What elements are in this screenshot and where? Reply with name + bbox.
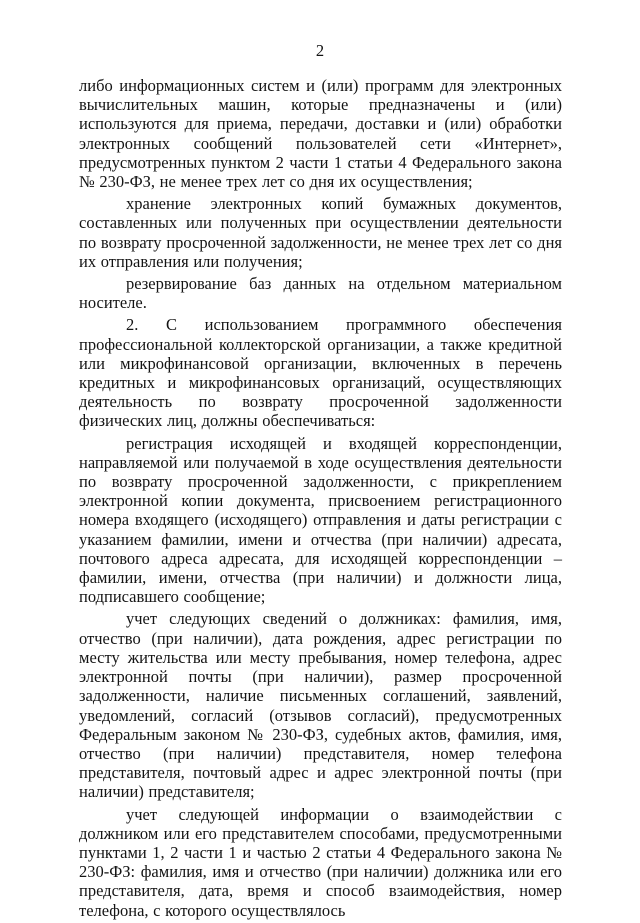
paragraph-debtor-records: учет следующих сведений о должниках: фамилия, имя, отчество (при наличии), дата рождения, адрес регистрации по месту жительства или месту пребывания, номер телефона, адрес электронной почты (при наличии), размер просроченной задолженности, наличие письменных соглашений, заявлений, уведомлений, согласий (отзывов согласий), предусмотренных Федеральным законом № 230-ФЗ, судебных актов, фамилия, имя, отчество (при наличии) представителя, номер телефона представителя, почтовый адрес и адрес электронной почты (при наличии) представителя; [79,609,562,802]
paragraph-electronic-copies: хранение электронных копий бумажных документов, составленных или полученных при осуществлении деятельности по возврату просроченной задолженности, не менее трех лет со дня их отправления или получения; [79,194,562,271]
paragraph-interaction-records: учет следующей информации о взаимодействии с должником или его представителем способами, предусмотренными пунктами 1, 2 части 1 и частью 2 статьи 4 Федерального закона № 230-ФЗ: фамилия, имя и отчество (при наличии) должника или его представителя, дата, время и способ взаимодействия, номер телефона, с которого осуществлялось [79,804,562,920]
paragraph-systems-retention: либо информационных систем и (или) программ для электронных вычислительных машин, которые предназначены и (или) используются для приема, передачи, доставки и (или) обработки электронных сообщений пользователей сети «Интернет», предусмотренных пунктом 2 части 1 статьи 4 Федерального закона № 230-ФЗ, не менее трех лет со дня их осуществления; [79,76,562,192]
paragraph-clause-2: 2. С использованием программного обеспечения профессиональной коллекторской организации, а также кредитной или микрофинансовой организации, включенных в перечень кредитных и микрофинансовых организаций, осуществляющих деятельность по возврату просроченной задолженности физических лиц, должны обеспечиваться: [79,315,562,431]
document-body [79,76,562,923]
page-number: 2 [315,41,325,60]
paragraph-correspondence-registration: регистрация исходящей и входящей корреспонденции, направляемой или получаемой в ходе осуществления деятельности по возврату просроченной задолженности, с прикреплением электронной копии документа, присвоением регистрационного номера входящего (исходящего) отправления и даты регистрации с указанием фамилии, имени и отчества (при наличии) адресата, почтового адреса адресата, для исходящей корреспонденции – фамилии, имени, отчества (при наличии) и должности лица, подписавшего сообщение; [79,433,562,607]
paragraph-database-backup: резервирование баз данных на отдельном материальном носителе. [79,274,562,313]
